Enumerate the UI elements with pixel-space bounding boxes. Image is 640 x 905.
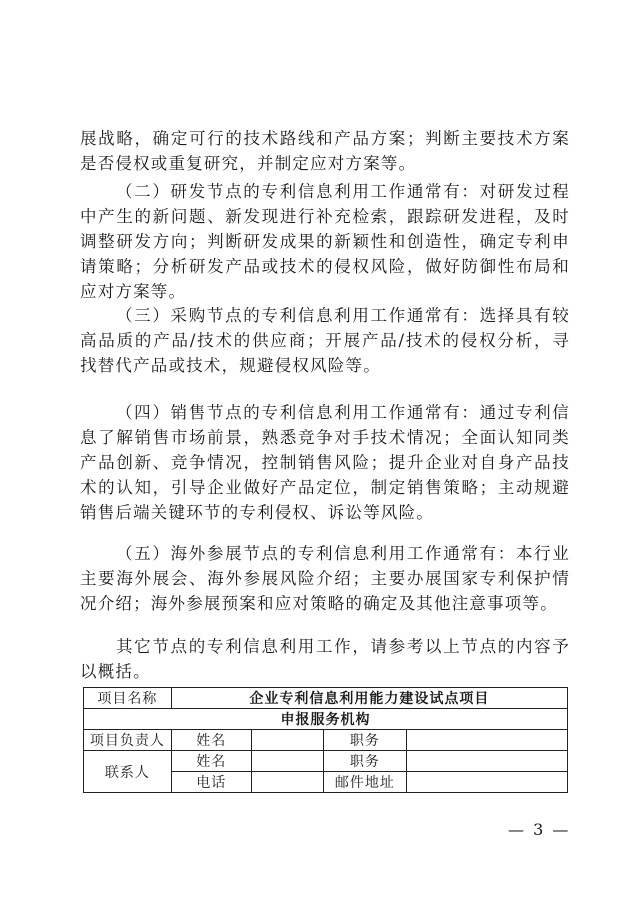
- page-number: — 3 —: [508, 820, 571, 839]
- paragraph-strategy-continuation: 展战略，确定可行的技术路线和产品方案；判断主要技术方案是否侵权或重复研究，并制定应对方案等。: [80, 129, 570, 173]
- table-row: [84, 709, 568, 730]
- contact-name-cell[interactable]: [251, 751, 323, 772]
- leader-label: 项目负责人: [84, 730, 172, 751]
- project-name-label: 项目名称: [84, 688, 172, 709]
- email-label: 邮件地址: [323, 772, 407, 793]
- leader-name-cell[interactable]: [251, 730, 323, 751]
- paragraph-sales-node: （四）销售节点的专利信息利用工作通常有：通过专利信息了解销售市场前景，熟悉竞争对手技术情况；全面认知同类产品创新、竞争情况，控制销售风险；提升企业对自身产品技术的认知，引导企业做好产品定位，制定销售策略；主动规避销售后端关键环节的专利侵权、诉讼等风险。: [80, 403, 570, 522]
- leader-position-label: 职务: [323, 730, 407, 751]
- phone-label: 电话: [171, 772, 251, 793]
- leader-position-cell[interactable]: [407, 730, 568, 751]
- contact-position-label: 职务: [323, 751, 407, 772]
- table-row: [84, 688, 568, 709]
- leader-name-label: 姓名: [171, 730, 251, 751]
- contact-position-cell[interactable]: [407, 751, 568, 772]
- contact-label: 联系人: [84, 751, 172, 793]
- contact-name-label: 姓名: [171, 751, 251, 772]
- table-row: [84, 730, 568, 751]
- paragraph-procurement-node: （三）采购节点的专利信息利用工作通常有：选择具有较高品质的产品/技术的供应商；开展产品/技术的侵权分析，寻找替代产品或技术，规避侵权风险等。: [80, 306, 570, 375]
- project-name-value: 企业专利信息利用能力建设试点项目: [171, 688, 567, 709]
- section-title: 申报服务机构: [84, 709, 568, 730]
- phone-cell[interactable]: [251, 772, 323, 793]
- paragraph-rd-node: （二）研发节点的专利信息利用工作通常有：对研发过程中产生的新问题、新发现进行补充检索，跟踪研发进程，及时调整研发方向；判断研发成果的新颖性和创造性，确定专利申请策略；分析研发产品或技术的侵权风险，做好防御性布局和应对方案等。: [80, 182, 570, 301]
- paragraph-overseas-exhibition-node: （五）海外参展节点的专利信息利用工作通常有：本行业主要海外展会、海外参展风险介绍；主要办展国家专利保护情况介绍；海外参展预案和应对策略的确定及其他注意事项等。: [80, 544, 570, 613]
- table-row: [84, 751, 568, 772]
- application-info-table: [83, 687, 568, 793]
- email-cell[interactable]: [407, 772, 568, 793]
- paragraph-other-nodes: 其它节点的专利信息利用工作，请参考以上节点的内容予以概括。: [80, 637, 570, 681]
